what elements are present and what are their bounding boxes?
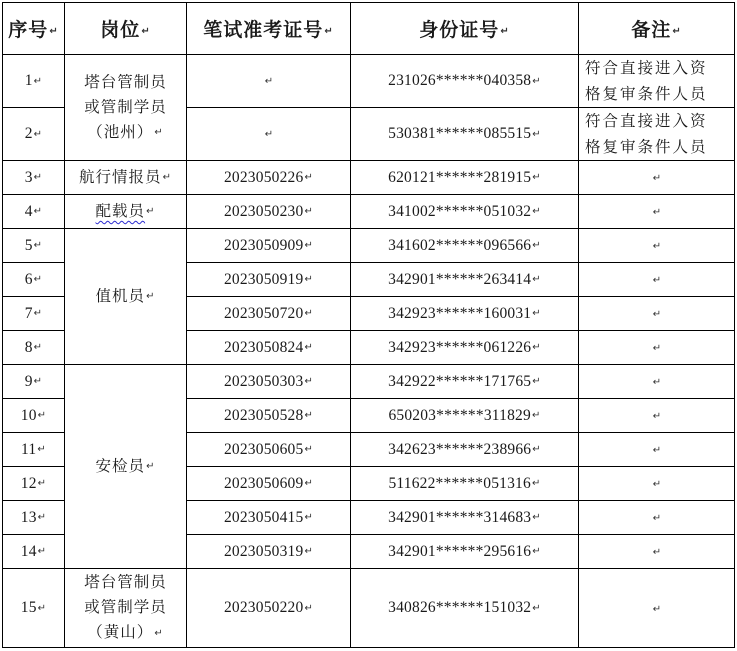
seq-cell xyxy=(3,297,65,331)
seq-cell xyxy=(3,569,65,648)
paragraph-mark-icon: ↵ xyxy=(652,173,662,184)
paragraph-mark-icon: ↵ xyxy=(37,410,47,422)
exam-no-value: 2023050824 xyxy=(223,338,304,356)
paragraph-mark-icon: ↵ xyxy=(141,25,151,37)
table-row xyxy=(3,229,735,263)
exam-no-cell xyxy=(187,331,351,365)
remark-cell xyxy=(579,535,735,569)
position-line xyxy=(65,120,186,146)
paragraph-mark-icon: ↵ xyxy=(33,240,43,252)
seq-value: 9 xyxy=(24,372,33,390)
paragraph-mark-icon: ↵ xyxy=(652,547,662,558)
paragraph-mark-icon: ↵ xyxy=(304,478,314,490)
exam-no-cell xyxy=(187,501,351,535)
id-no-cell xyxy=(351,433,579,467)
id-no-cell xyxy=(351,467,579,501)
remark-cell xyxy=(579,297,735,331)
position-cell xyxy=(65,365,187,569)
paragraph-mark-icon: ↵ xyxy=(37,444,46,456)
paragraph-mark-icon: ↵ xyxy=(532,75,541,87)
id-no-cell xyxy=(351,55,579,108)
paragraph-mark-icon: ↵ xyxy=(532,206,541,218)
id-no-cell xyxy=(351,365,579,399)
paragraph-mark-icon: ↵ xyxy=(532,240,541,252)
seq-value: 4 xyxy=(24,202,33,220)
exam-no-cell xyxy=(187,297,351,331)
position-cell xyxy=(65,161,187,195)
paragraph-mark-icon: ↵ xyxy=(304,512,314,524)
seq-value: 7 xyxy=(24,304,33,322)
table-row xyxy=(3,55,735,108)
paragraph-mark-icon: ↵ xyxy=(304,410,314,422)
paragraph-mark-icon: ↵ xyxy=(652,377,662,388)
exam-no-cell xyxy=(187,195,351,229)
seq-value: 6 xyxy=(24,270,33,288)
remark-cell xyxy=(579,229,735,263)
exam-no-cell xyxy=(187,535,351,569)
seq-value: 14 xyxy=(20,542,37,560)
paragraph-mark-icon: ↵ xyxy=(33,206,43,218)
remark-line xyxy=(585,55,734,81)
id-no-value: 650203******311829 xyxy=(388,406,531,424)
exam-no-cell xyxy=(187,229,351,263)
position-text: 安检员 xyxy=(95,456,146,475)
paragraph-mark-icon: ↵ xyxy=(652,343,662,354)
seq-value: 1 xyxy=(24,72,33,89)
paragraph-mark-icon: ↵ xyxy=(672,25,682,37)
paragraph-mark-icon: ↵ xyxy=(37,478,47,490)
remark-cell xyxy=(579,108,735,161)
seq-cell xyxy=(3,365,65,399)
position-text: 值机员 xyxy=(95,286,146,305)
remark-cell xyxy=(579,161,735,195)
position-line xyxy=(65,199,186,225)
id-no-cell xyxy=(351,297,579,331)
remark-text: 符合直接进入资 xyxy=(585,112,708,130)
id-no-cell xyxy=(351,535,579,569)
paragraph-mark-icon: ↵ xyxy=(37,602,47,614)
paragraph-mark-icon: ↵ xyxy=(304,546,314,558)
seq-value: 12 xyxy=(20,474,37,492)
paragraph-mark-icon: ↵ xyxy=(264,128,274,140)
exam-no-value: 2023050720 xyxy=(223,304,304,322)
remark-text: 符合直接进入资 xyxy=(585,59,708,77)
paragraph-mark-icon: ↵ xyxy=(652,309,662,320)
paragraph-mark-icon: ↵ xyxy=(304,602,314,614)
exam-no-value: 2023050605 xyxy=(223,440,304,458)
id-no-value: 342623******238966 xyxy=(388,440,532,458)
seq-cell xyxy=(3,331,65,365)
paragraph-mark-icon: ↵ xyxy=(37,546,47,558)
position-text: 塔台管制员 xyxy=(84,72,167,91)
exam-no-cell xyxy=(187,467,351,501)
seq-cell xyxy=(3,161,65,195)
position-text: 或管制学员 xyxy=(84,97,167,116)
table-row xyxy=(3,195,735,229)
position-line xyxy=(65,284,186,310)
seq-value: 10 xyxy=(20,406,37,424)
position-line xyxy=(65,165,186,191)
paragraph-mark-icon: ↵ xyxy=(532,128,541,140)
paragraph-mark-icon: ↵ xyxy=(532,602,541,614)
seq-cell xyxy=(3,108,65,161)
paragraph-mark-icon: ↵ xyxy=(146,461,156,473)
paragraph-mark-icon: ↵ xyxy=(49,25,59,37)
paragraph-mark-icon: ↵ xyxy=(304,308,314,320)
id-no-cell xyxy=(351,399,579,433)
seq-value: 8 xyxy=(24,338,33,356)
position-line xyxy=(65,620,186,646)
exam-no-value: 2023050230 xyxy=(223,202,304,220)
paragraph-mark-icon: ↵ xyxy=(304,274,314,286)
header-id-no: 身份证号↵ xyxy=(351,3,579,55)
remark-cell xyxy=(579,195,735,229)
id-no-value: 231026******040358 xyxy=(388,72,532,89)
position-cell xyxy=(65,195,187,229)
id-no-value: 341002******051032 xyxy=(388,202,532,220)
seq-value: 5 xyxy=(24,236,33,254)
exam-no-cell xyxy=(187,433,351,467)
position-line xyxy=(65,70,186,95)
position-text: （池州） xyxy=(87,122,154,141)
header-exam-no: 笔试准考证号↵ xyxy=(187,3,351,55)
paragraph-mark-icon: ↵ xyxy=(33,274,43,286)
position-text: 航行情报员 xyxy=(79,167,162,186)
paragraph-mark-icon: ↵ xyxy=(652,445,662,456)
paragraph-mark-icon: ↵ xyxy=(304,444,314,456)
seq-cell xyxy=(3,501,65,535)
position-line xyxy=(65,570,186,595)
remark-cell xyxy=(579,263,735,297)
candidate-table xyxy=(2,2,735,648)
id-no-value: 342901******295616 xyxy=(388,542,532,560)
exam-no-value: 2023050220 xyxy=(223,599,304,616)
position-text: 配载员 xyxy=(95,201,146,220)
exam-no-value: 2023050909 xyxy=(223,236,304,254)
remark-line xyxy=(585,108,734,134)
header-seq: 序号↵ xyxy=(3,3,65,55)
id-no-value: 342901******263414 xyxy=(388,270,532,288)
seq-cell xyxy=(3,55,65,108)
remark-cell xyxy=(579,501,735,535)
exam-no-value: 2023050528 xyxy=(223,406,304,424)
id-no-cell xyxy=(351,263,579,297)
paragraph-mark-icon: ↵ xyxy=(154,127,164,139)
exam-no-value: 2023050303 xyxy=(223,372,304,390)
position-text: （黄山） xyxy=(87,623,154,642)
id-no-cell xyxy=(351,501,579,535)
exam-no-cell xyxy=(187,55,351,108)
paragraph-mark-icon: ↵ xyxy=(532,376,541,388)
paragraph-mark-icon: ↵ xyxy=(531,478,541,490)
exam-no-cell xyxy=(187,161,351,195)
position-cell xyxy=(65,55,187,161)
table-row xyxy=(3,365,735,399)
paragraph-mark-icon: ↵ xyxy=(146,291,156,303)
paragraph-mark-icon: ↵ xyxy=(162,172,172,184)
header-row xyxy=(3,3,735,55)
header-position: 岗位↵ xyxy=(65,3,187,55)
paragraph-mark-icon: ↵ xyxy=(304,172,314,184)
seq-value: 13 xyxy=(20,508,37,526)
paragraph-mark-icon: ↵ xyxy=(532,172,541,184)
seq-cell xyxy=(3,535,65,569)
paragraph-mark-icon: ↵ xyxy=(652,411,662,422)
paragraph-mark-icon: ↵ xyxy=(652,207,662,218)
seq-value: 2 xyxy=(24,125,33,142)
remark-text: 格复审条件人员 xyxy=(585,138,708,156)
exam-no-cell xyxy=(187,399,351,433)
id-no-value: 530381******085515 xyxy=(388,125,532,142)
remark-cell xyxy=(579,433,735,467)
remark-cell xyxy=(579,399,735,433)
remark-cell xyxy=(579,331,735,365)
paragraph-mark-icon: ↵ xyxy=(532,444,541,456)
id-no-value: 340826******151032 xyxy=(388,599,532,616)
remark-text: 格复审条件人员 xyxy=(585,85,708,103)
id-no-cell xyxy=(351,229,579,263)
paragraph-mark-icon: ↵ xyxy=(532,546,541,558)
exam-no-cell xyxy=(187,365,351,399)
id-no-cell xyxy=(351,108,579,161)
id-no-value: 342901******314683 xyxy=(388,508,532,526)
exam-no-cell xyxy=(187,263,351,297)
position-text: 塔台管制员 xyxy=(84,573,167,592)
paragraph-mark-icon: ↵ xyxy=(652,241,662,252)
exam-no-value: 2023050319 xyxy=(223,542,304,560)
seq-value: 15 xyxy=(20,599,37,616)
remark-cell xyxy=(579,55,735,108)
paragraph-mark-icon: ↵ xyxy=(33,342,43,354)
id-no-value: 341602******096566 xyxy=(388,236,532,254)
seq-cell xyxy=(3,433,65,467)
table-row xyxy=(3,569,735,648)
paragraph-mark-icon: ↵ xyxy=(37,512,47,524)
paragraph-mark-icon: ↵ xyxy=(304,206,314,218)
paragraph-mark-icon: ↵ xyxy=(33,75,43,87)
exam-no-cell xyxy=(187,108,351,161)
paragraph-mark-icon: ↵ xyxy=(33,128,43,140)
id-no-cell xyxy=(351,161,579,195)
seq-cell xyxy=(3,263,65,297)
remark-cell xyxy=(579,569,735,648)
exam-no-cell xyxy=(187,569,351,648)
seq-value: 11 xyxy=(21,440,37,458)
paragraph-mark-icon: ↵ xyxy=(532,274,541,286)
position-line xyxy=(65,595,186,620)
exam-no-value: 2023050415 xyxy=(223,508,304,526)
position-text: 或管制学员 xyxy=(84,598,167,617)
table-row xyxy=(3,161,735,195)
position-line xyxy=(65,454,186,480)
paragraph-mark-icon: ↵ xyxy=(652,513,662,524)
position-cell xyxy=(65,229,187,365)
id-no-cell xyxy=(351,331,579,365)
id-no-value: 342923******061226 xyxy=(388,338,532,356)
paragraph-mark-icon: ↵ xyxy=(531,410,541,422)
remark-cell xyxy=(579,365,735,399)
id-no-cell xyxy=(351,195,579,229)
exam-no-value: 2023050226 xyxy=(223,168,304,186)
seq-cell xyxy=(3,399,65,433)
paragraph-mark-icon: ↵ xyxy=(33,308,43,320)
remark-cell xyxy=(579,467,735,501)
paragraph-mark-icon: ↵ xyxy=(500,25,510,37)
paragraph-mark-icon: ↵ xyxy=(33,376,43,388)
paragraph-mark-icon: ↵ xyxy=(154,627,164,639)
paragraph-mark-icon: ↵ xyxy=(304,342,314,354)
seq-cell xyxy=(3,467,65,501)
exam-no-value: 2023050609 xyxy=(223,474,304,492)
paragraph-mark-icon: ↵ xyxy=(652,275,662,286)
paragraph-mark-icon: ↵ xyxy=(33,172,43,184)
paragraph-mark-icon: ↵ xyxy=(324,25,334,37)
table-body xyxy=(3,55,735,648)
paragraph-mark-icon: ↵ xyxy=(304,240,314,252)
paragraph-mark-icon: ↵ xyxy=(264,75,274,87)
paragraph-mark-icon: ↵ xyxy=(304,376,314,388)
paragraph-mark-icon: ↵ xyxy=(652,479,662,490)
paragraph-mark-icon: ↵ xyxy=(532,308,541,320)
remark-line xyxy=(585,81,734,107)
exam-no-value: 2023050919 xyxy=(223,270,304,288)
id-no-value: 342923******160031 xyxy=(388,304,532,322)
seq-cell xyxy=(3,195,65,229)
paragraph-mark-icon: ↵ xyxy=(652,603,662,615)
id-no-value: 342922******171765 xyxy=(388,372,532,390)
header-remark: 备注↵ xyxy=(579,3,735,55)
paragraph-mark-icon: ↵ xyxy=(146,206,156,218)
seq-cell xyxy=(3,229,65,263)
paragraph-mark-icon: ↵ xyxy=(532,342,541,354)
id-no-value: 620121******281915 xyxy=(388,168,532,186)
position-line xyxy=(65,95,186,120)
remark-line xyxy=(585,134,734,160)
id-no-value: 511622******051316 xyxy=(388,474,531,492)
position-cell xyxy=(65,569,187,648)
paragraph-mark-icon: ↵ xyxy=(532,512,541,524)
seq-value: 3 xyxy=(24,168,33,186)
id-no-cell xyxy=(351,569,579,648)
